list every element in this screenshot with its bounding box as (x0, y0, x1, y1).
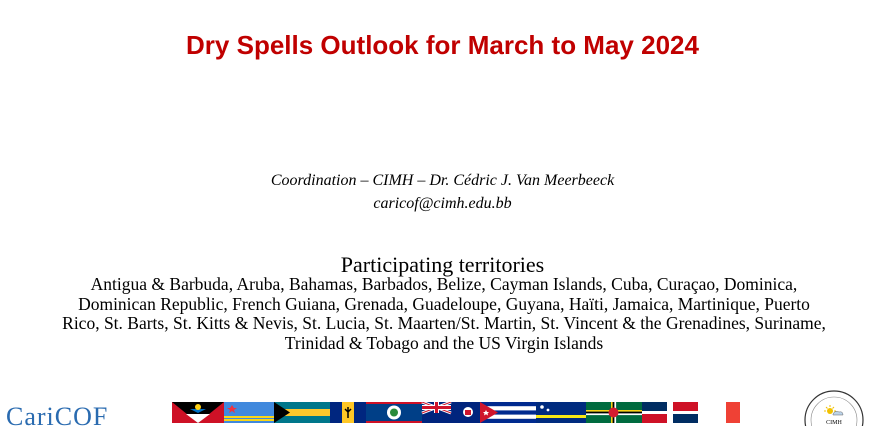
flag-cuba-icon (480, 402, 536, 423)
flags-strip (172, 402, 740, 423)
flag-dominica-icon (586, 402, 642, 423)
cimh-logo (803, 386, 865, 431)
flag-antigua-icon (172, 402, 224, 423)
caricof-logo: CariCOF (6, 402, 109, 431)
flag-aruba-icon (224, 402, 274, 423)
flag-dominican-republic-icon (642, 402, 698, 423)
flag-cayman-icon (422, 402, 480, 423)
participating-title: Participating territories (340, 252, 545, 277)
participating-list: Antigua & Barbuda, Aruba, Bahamas, Barbados, Belize, Cayman Islands, Cuba, Curaçao, Dominica, Dominican Republic, French Guiana, Grenada, Guadeloupe, Guyana, Haïti, Jamaica, Martinique, Puerto Rico, St. Barts, St. Kitts & Nevis, St. Lucia, St. Maarten/St. Martin, St. Vincent & the Grenadines, Suriname, Trinidad & Tobago and the US Virgin Islands (62, 274, 826, 353)
flag-curacao-icon (536, 402, 586, 423)
flag-france-icon (698, 402, 740, 423)
flag-barbados-icon (330, 402, 366, 423)
cimh-logo-text: CIMH (826, 420, 842, 426)
contact-email[interactable]: caricof@cimh.edu.bb (373, 195, 512, 212)
coordination-line: Coordination – CIMH – Dr. Cédric J. Van Meerbeeck (270, 172, 615, 189)
flag-belize-icon (366, 402, 422, 423)
flag-bahamas-icon (274, 402, 330, 423)
page-title: Dry Spells Outlook for March to May 2024 (186, 30, 699, 60)
